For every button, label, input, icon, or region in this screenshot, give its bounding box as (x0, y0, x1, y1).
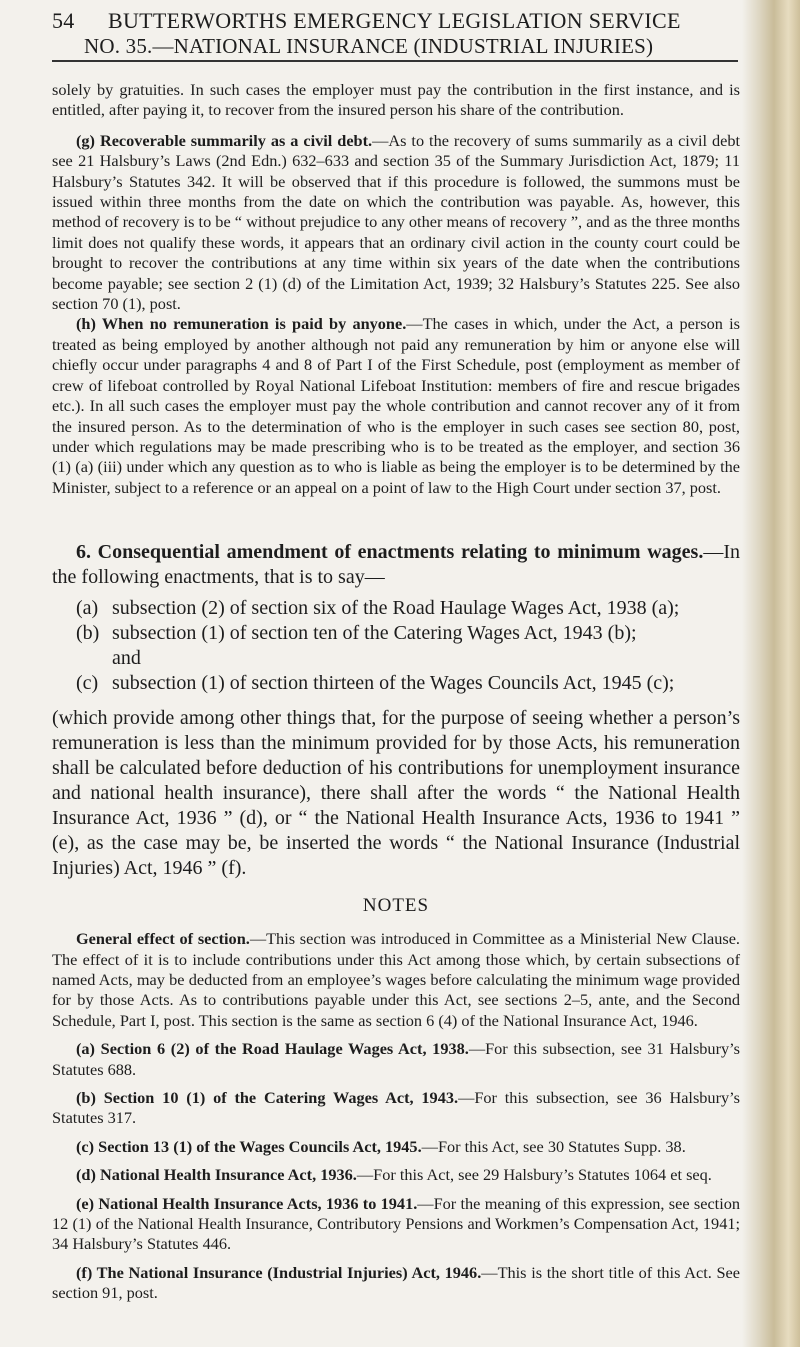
note-general-label: General effect of section. (76, 929, 250, 949)
note-item-text: —For the meaning of this expression, see section 12 (1) of the National Health Insurance, Contributory Pensions and Workmen’s Compensation Act, 1941; 34 Halsbury’s Statutes 446. (52, 1193, 740, 1254)
page-number: 54 (52, 8, 75, 33)
note-item-label: (b) Section 10 (1) of the Catering Wages Act, 1943. (76, 1087, 459, 1107)
section-6-body: (which provide among other things that, for the purpose of seeing whether a person’s remuneration is less than the minimum provided for by those Acts, his remuneration shall be calculated before deduction of his contributions for unemployment insurance and national health insurance), there shall after the words “ the National Health Insurance Act, 1936 ” (d), or “ the National Health Insurance Acts, 1936 to 1941 ” (e), as the case may be, be inserted the words “ the National Insurance (Industrial Injuries) Act, 1946 ” (f). (52, 707, 740, 880)
note-g-text: —As to the recovery of sums summarily as a civil debt see 21 Halsbury’s Laws (2nd Edn.) 632–633 and section 35 of the Summary Jurisdiction Act, 1879; 11 Halsbury’s Statutes 342. It will be observed that if this procedure is followed, the summons must be issued within three months from the date on which the contribution was payable. As, however, this method of recovery is to be “ without prejudice to any other means of recovery ”, and as the three months limit does not qualify these words, it appears that an ordinary civil action in the county court could be brought to recover the contributions at any time within six years of the date when the contributions become payable; see section 2 (1) (d) of the Limitation Act, 1939; 32 Halsbury’s Statutes 225. See also section 70 (1), post. (52, 130, 741, 314)
note-general-text: —This section was introduced in Committee as a Ministerial New Clause. The effect of it is to include contributions under this Act among those which, by certain subsections of named Acts, may be deducted from an employee’s wages before calculating the minimum wage provided for by those Acts. As to contributions payable under this Act, see sections 2–5, ante, and the Second Schedule, Part I, post. This section is the same as section 6 (4) of the National Insurance Act, 1946. (52, 929, 740, 1030)
note-item-text: —For this Act, see 30 Statutes Supp. 38. (421, 1136, 686, 1156)
list-item-text: subsection (1) of section ten of the Catering Wages Act, 1943 (b); (112, 622, 637, 645)
act-title: NO. 35.—NATIONAL INSURANCE (INDUSTRIAL INJURIES) (84, 34, 654, 58)
running-header (52, 8, 732, 58)
page-body (52, 80, 740, 1304)
list-item-label: (b) (76, 622, 100, 645)
note-item-label: (c) Section 13 (1) of the Wages Councils Act, 1945. (76, 1136, 422, 1156)
enactment-list (52, 596, 740, 696)
note-h (52, 314, 740, 498)
note-item (52, 1263, 740, 1304)
list-item-label: (c) (76, 672, 99, 695)
series-title: BUTTERWORTHS EMERGENCY LEGISLATION SERVICE (108, 8, 681, 33)
note-item (52, 1194, 740, 1255)
note-item-label: (a) Section 6 (2) of the Road Haulage Wages Act, 1938. (76, 1039, 469, 1059)
note-h-text: —The cases in which, under the Act, a person is treated as being employed by another although not paid any remuneration by him or anyone else will chiefly occur under paragraphs 4 and 8 of Part I of the First Schedule, post (employment as member of crew of lifeboat controlled by Royal National Lifeboat Institution: members of fire and rescue brigades etc.). In all such cases the employer must pay the whole contribution and cannot recover any of it from the insured person. As to the determination of who is the employer in such cases see section 80, post, under which regulations may be made prescribing who is to be treated as the employer, and section 36 (1) (a) (iii) under which any question as to who is liable as being the employer is to be determined by the Minister, subject to a reference or an appeal on a point of law to the High Court under section 37, post. (52, 314, 740, 497)
header-rule (52, 60, 738, 62)
list-item (52, 621, 740, 646)
section-6-intro: —In the following enactments, that is to say— (52, 541, 740, 589)
note-item (52, 1039, 740, 1080)
note-item-text: —For this Act, see 29 Halsbury’s Statutes 1064 et seq. (356, 1165, 712, 1185)
note-general (52, 929, 740, 1031)
note-item-label: (e) National Health Insurance Acts, 1936 to 1941. (76, 1193, 418, 1213)
list-item (52, 596, 740, 621)
note-g-label: (g) Recoverable summarily as a civil debt. (76, 130, 373, 150)
note-item-text: —For this subsection, see 36 Halsbury’s Statutes 317. (52, 1087, 740, 1128)
note-g (52, 131, 740, 315)
list-item-text: subsection (1) of section thirteen of the Wages Councils Act, 1945 (c); (112, 672, 675, 695)
page-edge-scan (742, 0, 800, 1347)
list-item (52, 671, 740, 696)
note-item (52, 1088, 740, 1129)
note-item-label: (d) National Health Insurance Act, 1936. (76, 1165, 357, 1185)
note-item-text: —This is the short title of this Act. See section 91, post. (52, 1262, 741, 1303)
note-item (52, 1165, 740, 1185)
note-item-label: (f) The National Insurance (Industrial Injuries) Act, 1946. (76, 1262, 482, 1282)
section-6-heading: 6. Consequential amendment of enactments relating to minimum wages. (76, 541, 704, 564)
note-item-text: —For this subsection, see 31 Halsbury’s Statutes 688. (52, 1039, 740, 1079)
notes-heading: NOTES (362, 895, 430, 917)
list-conjunction: and (112, 647, 141, 670)
note-h-label: (h) When no remuneration is paid by anyone. (76, 314, 407, 334)
list-item-label: (a) (76, 597, 99, 620)
header-line (52, 8, 732, 34)
continued-paragraph: solely by gratuities. In such cases the employer must pay the contribution in the first instance, and is entitled, after paying it, to recover from the insured person his share of the contribution. (52, 80, 740, 120)
list-item-text: subsection (2) of section six of the Road Haulage Wages Act, 1938 (a); (112, 597, 680, 620)
section-6 (52, 540, 740, 590)
note-item (52, 1137, 740, 1157)
